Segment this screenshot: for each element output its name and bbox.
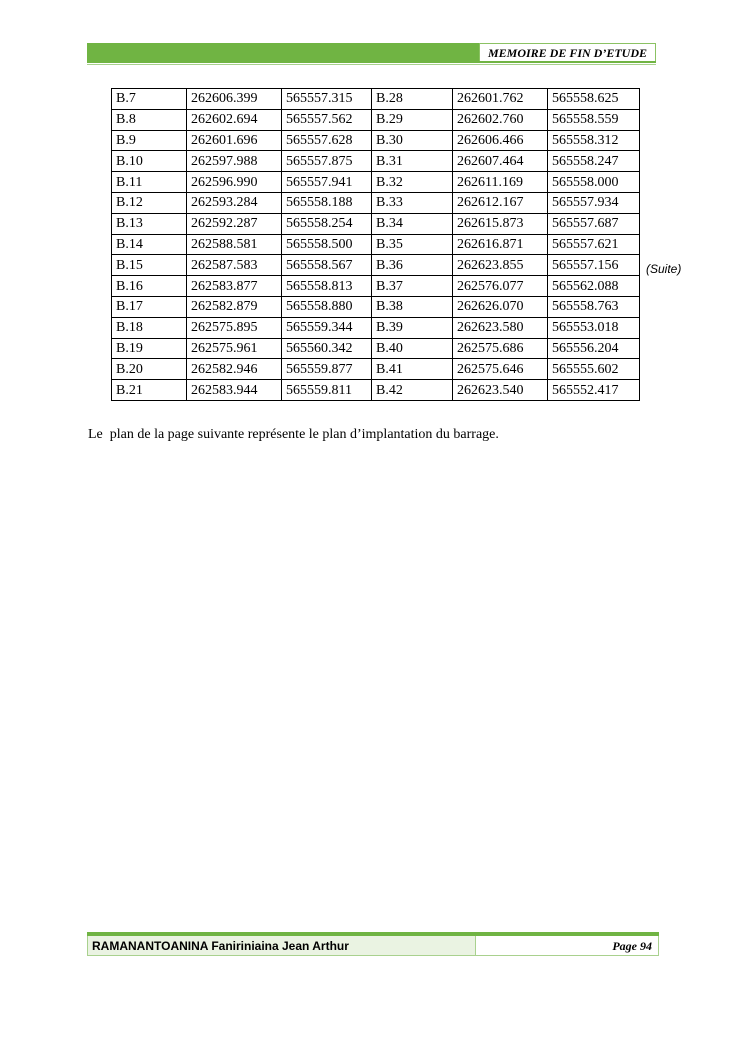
table-cell: 262575.895 bbox=[187, 317, 282, 338]
table-cell: B.16 bbox=[112, 276, 187, 297]
header-title: MEMOIRE DE FIN D’ETUDE bbox=[479, 43, 656, 61]
table-cell: 565552.417 bbox=[548, 380, 640, 401]
table-cell: B.41 bbox=[372, 359, 453, 380]
table-cell: B.11 bbox=[112, 172, 187, 193]
table-cell: 565555.602 bbox=[548, 359, 640, 380]
table-cell: 565558.813 bbox=[282, 276, 372, 297]
table-cell: B.35 bbox=[372, 234, 453, 255]
table-cell: 565558.500 bbox=[282, 234, 372, 255]
coordinates-table-body bbox=[112, 89, 640, 401]
table-row bbox=[112, 276, 640, 297]
table-cell: 262601.696 bbox=[187, 130, 282, 151]
table-cell: 262583.877 bbox=[187, 276, 282, 297]
table-cell: 565558.880 bbox=[282, 296, 372, 317]
table-cell: 262616.871 bbox=[453, 234, 548, 255]
table-cell: B.40 bbox=[372, 338, 453, 359]
page-footer bbox=[87, 932, 659, 958]
table-cell: 262623.540 bbox=[453, 380, 548, 401]
page-header bbox=[87, 43, 656, 67]
table-cell: 565557.941 bbox=[282, 172, 372, 193]
table-cell: B.15 bbox=[112, 255, 187, 276]
table-cell: 262593.284 bbox=[187, 192, 282, 213]
table-cell: 565557.934 bbox=[548, 192, 640, 213]
table-row bbox=[112, 338, 640, 359]
table-cell: B.31 bbox=[372, 151, 453, 172]
table-cell: B.17 bbox=[112, 296, 187, 317]
table-cell: 262612.167 bbox=[453, 192, 548, 213]
table-cell: 262576.077 bbox=[453, 276, 548, 297]
table-cell: B.30 bbox=[372, 130, 453, 151]
table-cell: 262587.583 bbox=[187, 255, 282, 276]
table-cell: 262597.988 bbox=[187, 151, 282, 172]
table-cell: 565558.188 bbox=[282, 192, 372, 213]
table-cell: 565558.247 bbox=[548, 151, 640, 172]
table-cell: B.29 bbox=[372, 109, 453, 130]
table-cell: B.34 bbox=[372, 213, 453, 234]
header-rule bbox=[87, 61, 656, 63]
table-cell: 262575.961 bbox=[187, 338, 282, 359]
table-cell: B.18 bbox=[112, 317, 187, 338]
table-cell: 565558.312 bbox=[548, 130, 640, 151]
table-cell: B.12 bbox=[112, 192, 187, 213]
table-cell: 262575.646 bbox=[453, 359, 548, 380]
table-row bbox=[112, 130, 640, 151]
table-cell: 262602.760 bbox=[453, 109, 548, 130]
header-rule-thin bbox=[87, 64, 656, 65]
table-row bbox=[112, 296, 640, 317]
table-row bbox=[112, 172, 640, 193]
table-cell: 565556.204 bbox=[548, 338, 640, 359]
table-row bbox=[112, 359, 640, 380]
table-cell: B.14 bbox=[112, 234, 187, 255]
table-cell: B.10 bbox=[112, 151, 187, 172]
table-row bbox=[112, 213, 640, 234]
table-cell: B.20 bbox=[112, 359, 187, 380]
table-cell: 565562.088 bbox=[548, 276, 640, 297]
table-cell: 262575.686 bbox=[453, 338, 548, 359]
table-cell: B.39 bbox=[372, 317, 453, 338]
table-cell: B.8 bbox=[112, 109, 187, 130]
table-cell: 262582.946 bbox=[187, 359, 282, 380]
table-cell: 565558.763 bbox=[548, 296, 640, 317]
table-cell: 565557.628 bbox=[282, 130, 372, 151]
table-cell: B.21 bbox=[112, 380, 187, 401]
table-row bbox=[112, 317, 640, 338]
table-cell: 262588.581 bbox=[187, 234, 282, 255]
table-cell: 262623.855 bbox=[453, 255, 548, 276]
table-cell: B.42 bbox=[372, 380, 453, 401]
table-cell: 262626.070 bbox=[453, 296, 548, 317]
table-row bbox=[112, 255, 640, 276]
table-cell: 565559.811 bbox=[282, 380, 372, 401]
table-cell: 262615.873 bbox=[453, 213, 548, 234]
table-cell: 565558.567 bbox=[282, 255, 372, 276]
table-cell: 262583.944 bbox=[187, 380, 282, 401]
table-cell: 565560.342 bbox=[282, 338, 372, 359]
table-cell: B.33 bbox=[372, 192, 453, 213]
table-cell: 262607.464 bbox=[453, 151, 548, 172]
table-cell: 565558.559 bbox=[548, 109, 640, 130]
table-cell: 262601.762 bbox=[453, 89, 548, 110]
table-cell: 565557.315 bbox=[282, 89, 372, 110]
table-cell: 565557.687 bbox=[548, 213, 640, 234]
suite-caption: (Suite) bbox=[646, 262, 682, 276]
table-cell: 262623.580 bbox=[453, 317, 548, 338]
table-cell: 565558.254 bbox=[282, 213, 372, 234]
table-cell: B.9 bbox=[112, 130, 187, 151]
table-row bbox=[112, 109, 640, 130]
table-cell: 262596.990 bbox=[187, 172, 282, 193]
table-cell: 565558.000 bbox=[548, 172, 640, 193]
table-cell: B.7 bbox=[112, 89, 187, 110]
table-row bbox=[112, 151, 640, 172]
table-cell: 565557.875 bbox=[282, 151, 372, 172]
table-cell: 262606.399 bbox=[187, 89, 282, 110]
table-cell: B.37 bbox=[372, 276, 453, 297]
coordinates-table bbox=[111, 88, 640, 401]
table-cell: 565559.877 bbox=[282, 359, 372, 380]
table-cell: 262611.169 bbox=[453, 172, 548, 193]
table-cell: 262602.694 bbox=[187, 109, 282, 130]
table-row bbox=[112, 192, 640, 213]
footer-author: RAMANANTOANINA Faniriniaina Jean Arthur bbox=[87, 936, 476, 956]
table-cell: 565553.018 bbox=[548, 317, 640, 338]
table-cell: B.36 bbox=[372, 255, 453, 276]
table-cell: B.19 bbox=[112, 338, 187, 359]
table-row bbox=[112, 234, 640, 255]
body-paragraph: Le plan de la page suivante représente le plan d’implantation du barrage. bbox=[88, 427, 499, 442]
header-green-bar bbox=[87, 43, 479, 61]
table-cell: B.38 bbox=[372, 296, 453, 317]
table-cell: 565557.562 bbox=[282, 109, 372, 130]
table-cell: B.28 bbox=[372, 89, 453, 110]
footer-page-number: Page 94 bbox=[476, 936, 659, 956]
table-cell: 262582.879 bbox=[187, 296, 282, 317]
table-cell: 262592.287 bbox=[187, 213, 282, 234]
table-cell: 565558.625 bbox=[548, 89, 640, 110]
table-row bbox=[112, 89, 640, 110]
table-cell: B.32 bbox=[372, 172, 453, 193]
table-row bbox=[112, 380, 640, 401]
table-cell: 565559.344 bbox=[282, 317, 372, 338]
table-cell: B.13 bbox=[112, 213, 187, 234]
table-cell: 565557.621 bbox=[548, 234, 640, 255]
table-cell: 262606.466 bbox=[453, 130, 548, 151]
table-cell: 565557.156 bbox=[548, 255, 640, 276]
